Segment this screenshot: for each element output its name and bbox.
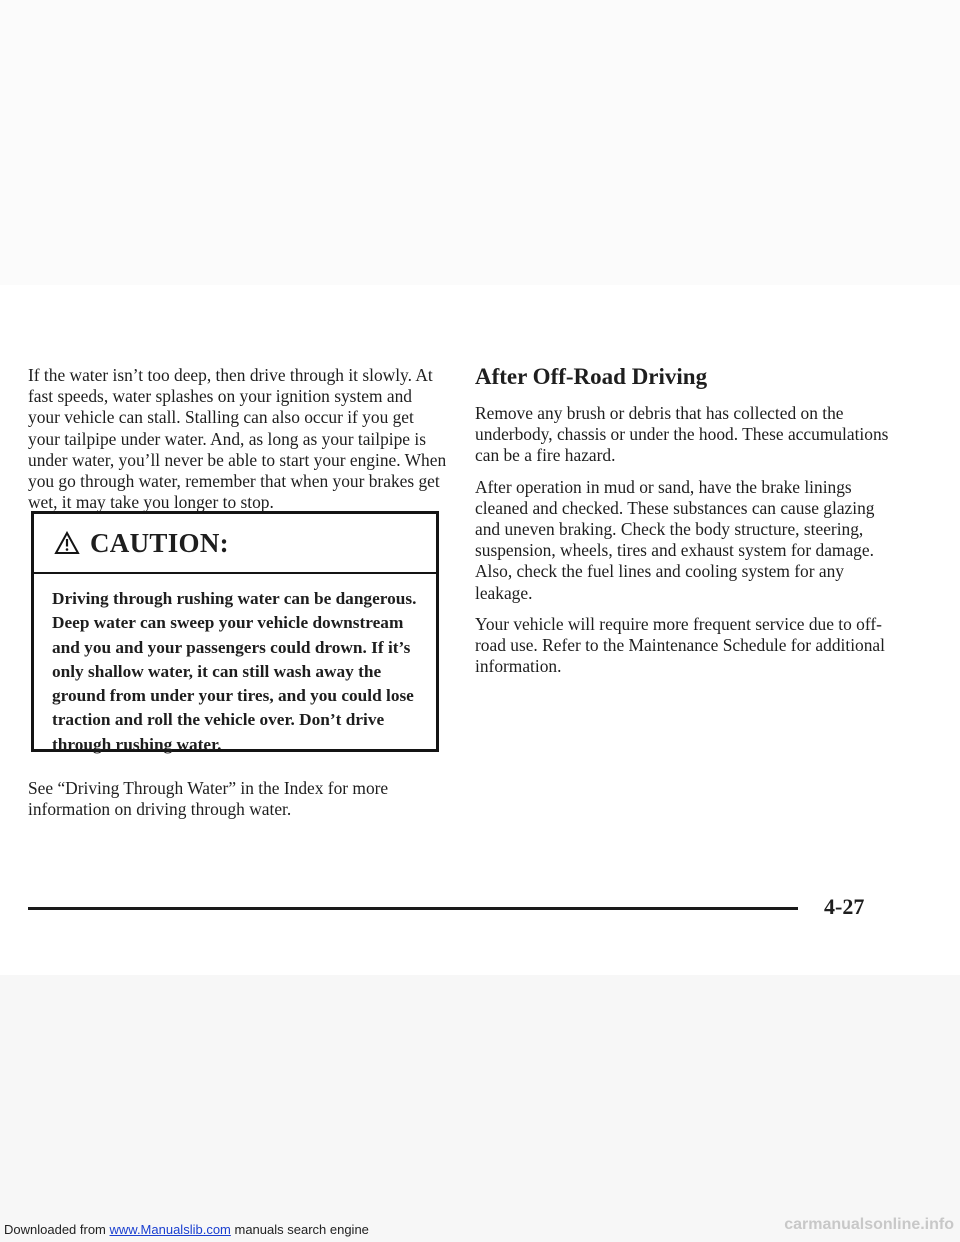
page-number: 4-27 — [824, 894, 865, 919]
footer-suffix: manuals search engine — [230, 1222, 369, 1237]
caution-text: Driving through rushing water can be dangerous. Deep water can sweep your vehicle downstream and you and your passengers could drown. If it’s only shallow water, it can still wash away the ground from under your tires, and you could lose traction and roll the vehicle over. Don’t drive through rushing water. — [52, 589, 417, 754]
caution-header — [34, 514, 436, 574]
footer-rule — [28, 907, 798, 910]
right-paragraph: Your vehicle will require more frequent service due to off-road use. Refer to the Maintenance Schedule for additional information. — [475, 613, 885, 677]
manualslib-link[interactable]: www.Manualslib.com — [109, 1222, 231, 1237]
right-paragraph: After operation in mud or sand, have the brake linings cleaned and checked. These substances can cause glazing and uneven braking. Check the body structure, steering, suspension, wheels, tires and exhaust system for damage. Also, check the fuel lines and cooling system for any leakage. — [475, 476, 875, 603]
footer-prefix: Downloaded from — [4, 1222, 110, 1237]
right-column — [475, 364, 895, 687]
see-index-paragraph: See “Driving Through Water” in the Index for more information on driving through water. — [28, 778, 389, 820]
see-index-note — [28, 778, 448, 830]
caution-title: CAUTION: — [90, 527, 229, 558]
section-heading: After Off-Road Driving — [475, 364, 708, 389]
right-paragraph: Remove any brush or debris that has collected on the underbody, chassis or under the hood. These accumulations can be a fire hazard. — [475, 403, 889, 466]
warning-triangle-icon — [54, 531, 80, 555]
watermark: carmanualsonline.info — [784, 1216, 954, 1233]
download-footer — [4, 1222, 369, 1237]
scan-margin-bottom — [0, 975, 960, 1242]
caution-box — [31, 511, 439, 752]
intro-paragraph: If the water isn’t too deep, then drive through it slowly. At fast speeds, water splashes on your ignition system and your vehicle can stall. Stalling can also occur if you get your tailpipe under water. And, as long as your tailpipe is under water, you’ll never be able to start your engine. When you go through water, remember that when your brakes get wet, it may take you longer to stop. — [28, 365, 447, 513]
left-column — [28, 365, 448, 523]
scan-margin-top — [0, 0, 960, 285]
